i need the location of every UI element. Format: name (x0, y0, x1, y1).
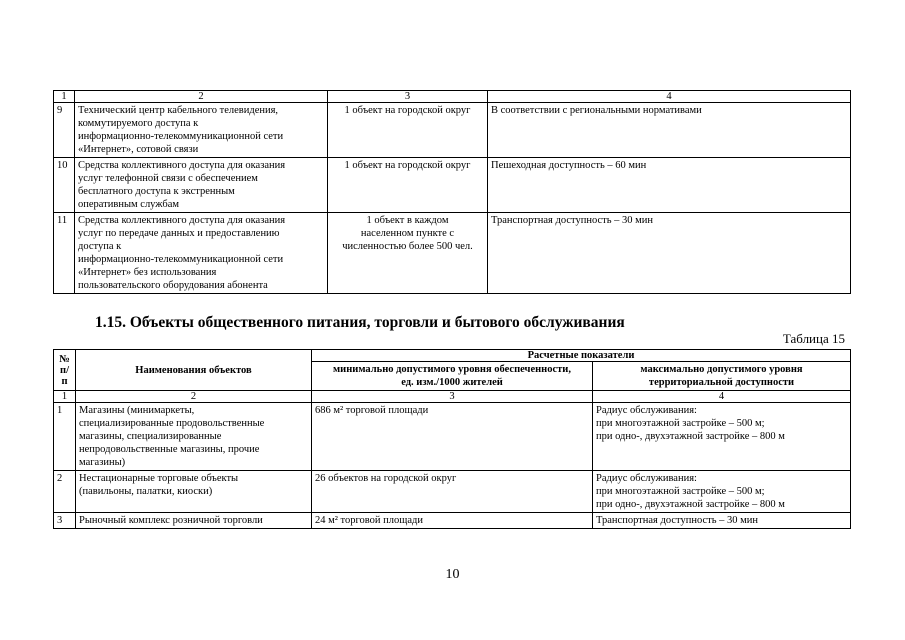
table-label: Таблица 15 (782, 331, 845, 346)
col-min-header: минимально допустимого уровня обеспеченности, ед. изм./1000 жителей (312, 362, 593, 391)
min-provision: 686 м² торговой площади (312, 403, 593, 471)
object-name: Рыночный комплекс розничной торговли (76, 513, 312, 529)
row-number: 3 (54, 513, 76, 529)
table-row (54, 471, 851, 513)
table-header-row (54, 350, 851, 362)
col-number-4: 4 (593, 391, 851, 403)
row-number: 11 (54, 213, 75, 294)
provision-level: 1 объект на городской округ (328, 158, 488, 213)
table-row (54, 213, 851, 294)
col-number-header: № п/п (54, 350, 76, 391)
row-number: 9 (54, 103, 75, 158)
col-number-3: 3 (328, 91, 488, 103)
object-name: Средства коллективного доступа для оказания услуг по передаче данных и предоставлению доступа к информационно-телекоммуникационной сети «Интернет» без использования пользовательского оборудования абонента (75, 213, 328, 294)
table-row (54, 158, 851, 213)
provision-level: 1 объект в каждом населенном пункте с численностью более 500 чел. (328, 213, 488, 294)
group-header: Расчетные показатели (312, 350, 851, 362)
table-row (54, 513, 851, 529)
col-number-3: 3 (312, 391, 593, 403)
col-name-header: Наименования объектов (76, 350, 312, 391)
table-row (54, 103, 851, 158)
col-number-1: 1 (54, 91, 75, 103)
accessibility: Пешеходная доступность – 60 мин (488, 158, 851, 213)
table-row (54, 403, 851, 471)
min-provision: 26 объектов на городской округ (312, 471, 593, 513)
max-accessibility: Транспортная доступность – 30 мин (593, 513, 851, 529)
col-max-header: максимально допустимого уровня территориальной доступности (593, 362, 851, 391)
object-name: Нестационарные торговые объекты (павильоны, палатки, киоски) (76, 471, 312, 513)
accessibility: Транспортная доступность – 30 мин (488, 213, 851, 294)
max-accessibility: Радиус обслуживания: при многоэтажной застройке – 500 м; при одно-, двухэтажной застройке – 800 м (593, 403, 851, 471)
row-number: 2 (54, 471, 76, 513)
accessibility: В соответствии с региональными нормативами (488, 103, 851, 158)
infrastructure-table (53, 90, 851, 294)
row-number: 1 (54, 403, 76, 471)
trade-services-table (53, 349, 851, 529)
table-number-row (54, 391, 851, 403)
max-accessibility: Радиус обслуживания: при многоэтажной застройке – 500 м; при одно-, двухэтажной застройке – 800 м (593, 471, 851, 513)
min-provision: 24 м² торговой площади (312, 513, 593, 529)
object-name: Средства коллективного доступа для оказания услуг телефонной связи с обеспечением бесплатного доступа к экстренным оперативным службам (75, 158, 328, 213)
col-number-1: 1 (54, 391, 76, 403)
table-header-row (54, 91, 851, 103)
provision-level: 1 объект на городской округ (328, 103, 488, 158)
page-number: 10 (445, 567, 460, 582)
section-title: 1.15. Объекты общественного питания, торговли и бытового обслуживания (95, 314, 625, 331)
col-number-2: 2 (75, 91, 328, 103)
col-number-4: 4 (488, 91, 851, 103)
row-number: 10 (54, 158, 75, 213)
col-number-2: 2 (76, 391, 312, 403)
object-name: Магазины (минимаркеты, специализированные продовольственные магазины, специализированные непродовольственные магазины, прочие магазины) (76, 403, 312, 471)
object-name: Технический центр кабельного телевидения, коммутируемого доступа к информационно-телекоммуникационной сети «Интернет», сотовой связи (75, 103, 328, 158)
